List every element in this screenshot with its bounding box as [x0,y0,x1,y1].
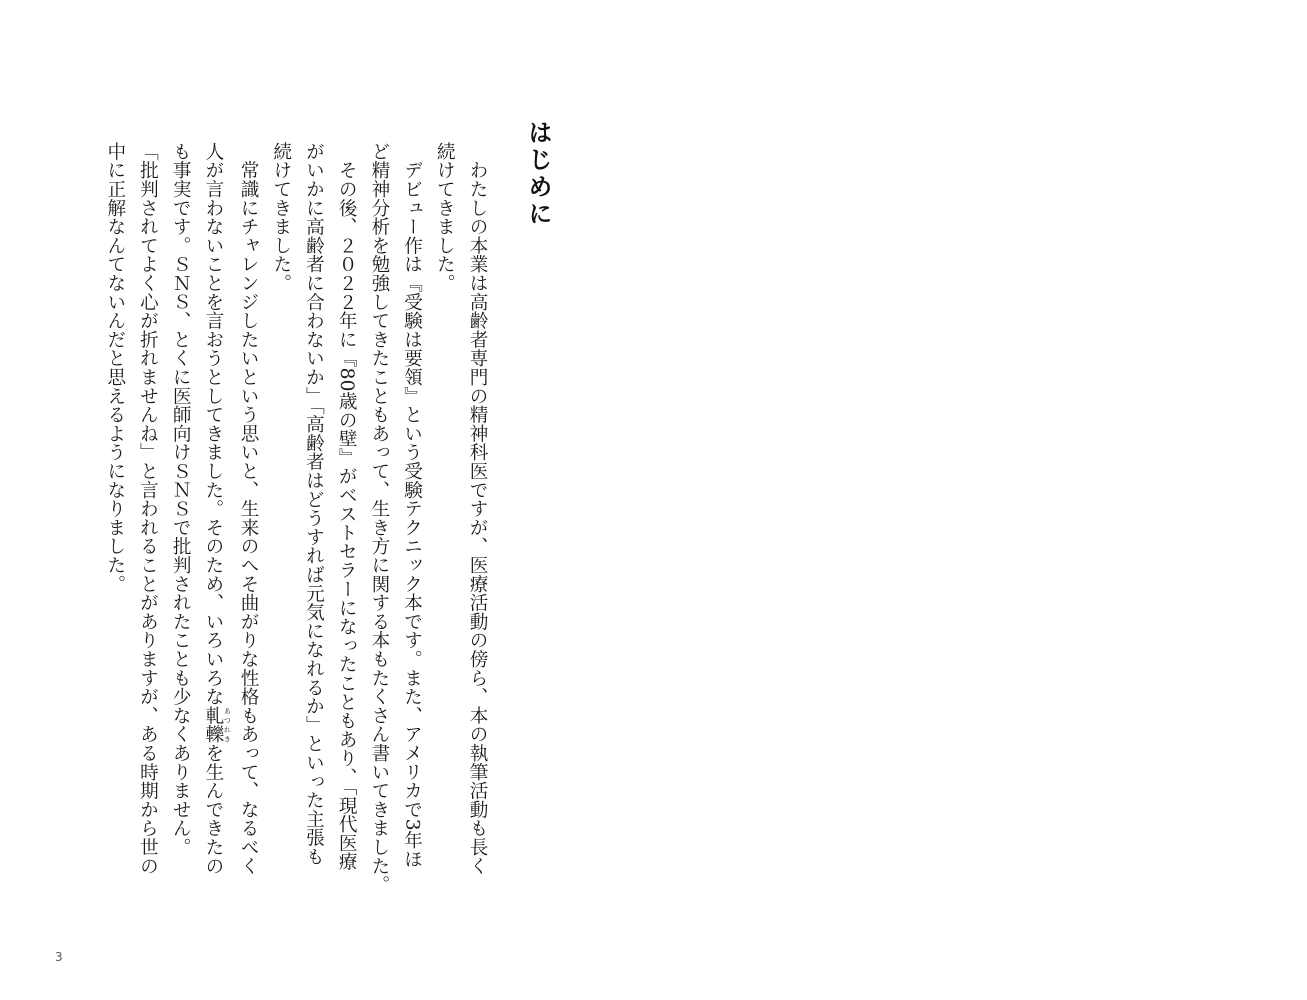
text-line: デビュー作は『受験は要領』という受験テクニック本です。また、アメリカで3年ほ [401,142,423,869]
text-line: その後、２０２２年に『80歳の壁』がベストセラーになったこともあり、「現代医療 [336,142,358,872]
text-line: ど精神分析を勉強してきたこともあって、生き方に関する本もたくさん書いてきました。 [368,142,390,894]
text-line: わたしの本業は高齢者専門の精神科医ですが、医療活動の傍ら、本の執筆活動も長く [467,142,488,876]
body-text [56,142,493,962]
text-segment: 人が言わないことを言おうとしてきました。そのため、いろいろな [202,142,224,706]
ruby-base: 軋轢 [202,706,224,744]
page-number: 3 [55,950,63,964]
text-segment: を生んできたの [202,743,224,876]
text-line: 常識にチャレンジしたいという思いと、生来のへそ曲がりな性格もあって、なるべく [238,142,260,876]
text-line: 続けてきました。 [270,142,292,293]
text-line: 中に正解なんてないんだと思えるようになりました。 [104,142,126,594]
ruby-word [202,706,232,744]
ruby-reading: あつれき [223,706,232,744]
text-line: 続けてきました。 [434,142,456,293]
text-line: も事実です。ＳＮＳ、とくに医師向けＳＮＳで批判されたことも少なくありません。 [170,142,192,857]
text-line-with-ruby [196,142,231,962]
page-heading: はじめに [524,120,552,228]
text-line: 「批判されてよく心が折れませんね」と言われることがありますが、ある時期から世の [137,142,159,876]
text-line: がいかに高齢者に合わないか」「高齢者はどうすれば元気になれるか」といった主張も [303,142,325,866]
